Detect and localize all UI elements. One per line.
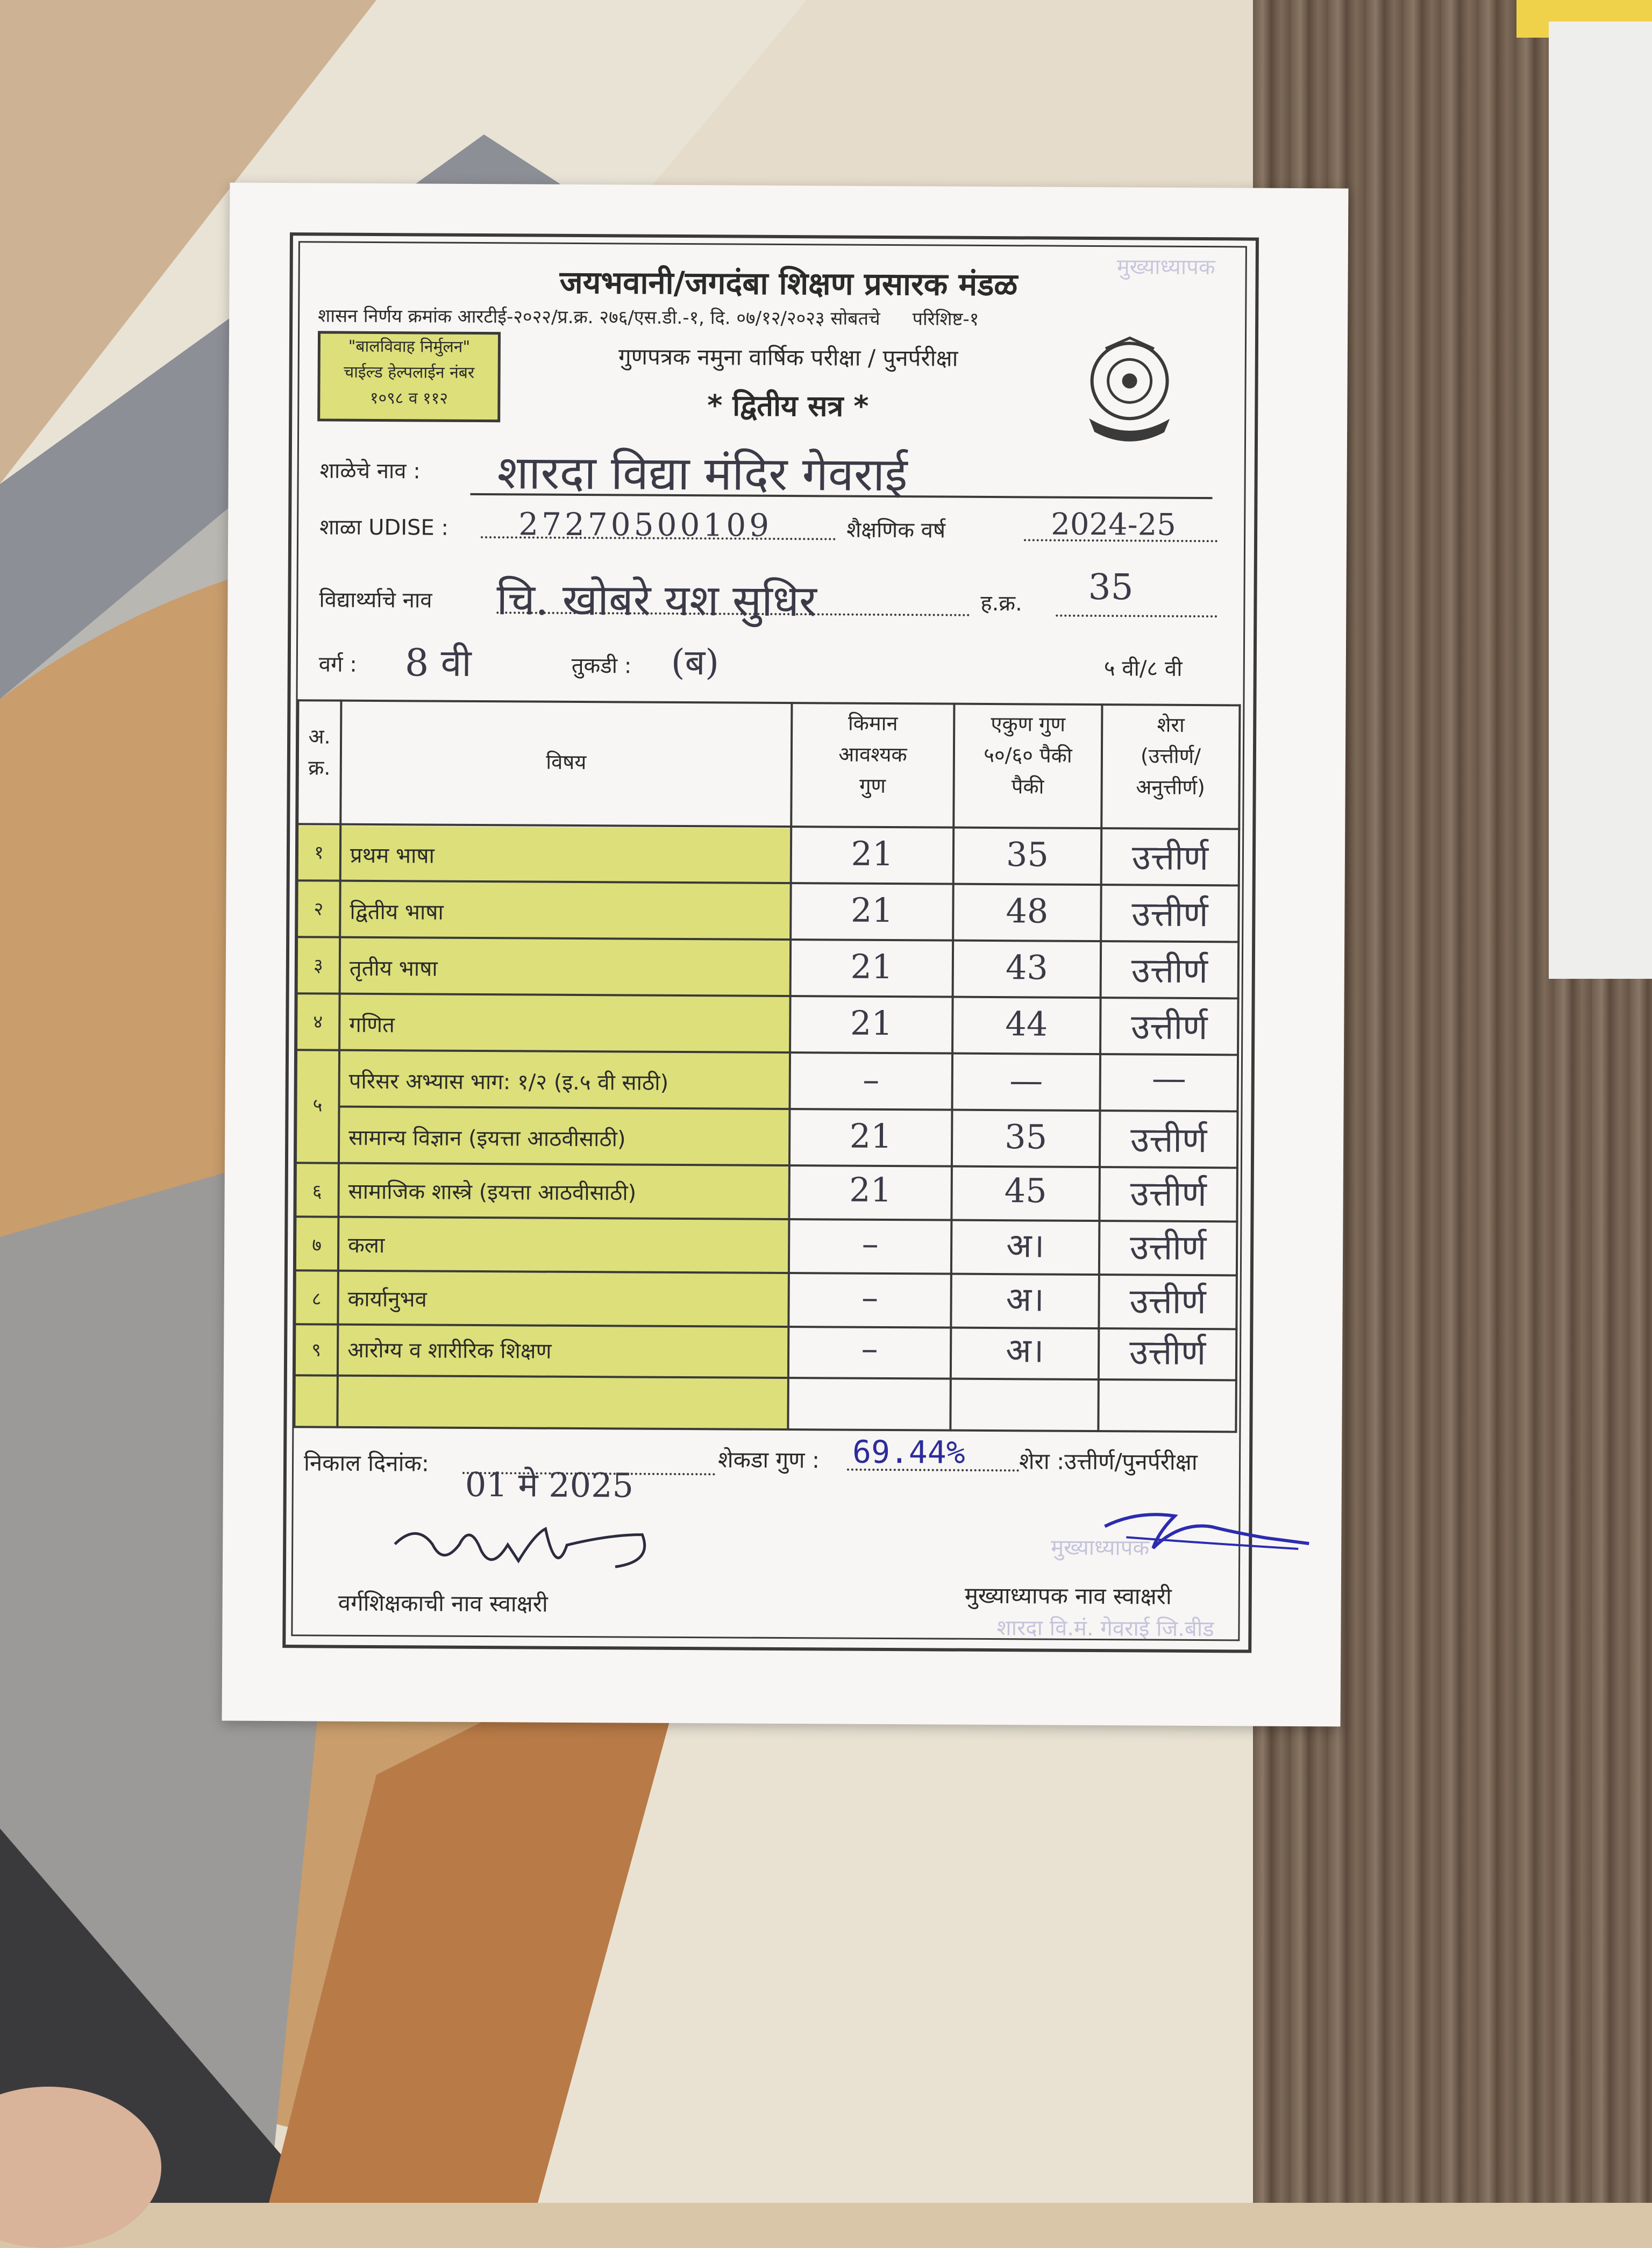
gr-reference: शासन निर्णय क्रमांक आरटीई-२०२२/प्र.क्र. २७६/एस.डी.-१, दि. ०७/१२/२०२३ सोबतचे bbox=[318, 305, 880, 330]
teacher-signature-icon bbox=[384, 1512, 664, 1599]
school-name-value: शारदा विद्या मंदिर गेवराई bbox=[497, 446, 908, 502]
row-total-marks: 44 bbox=[1005, 1004, 1048, 1044]
header-sno-line: क्र. bbox=[308, 756, 331, 780]
school-logo-icon bbox=[1067, 327, 1192, 451]
helpline-line3: १०९८ व ११२ bbox=[369, 388, 448, 408]
row-remark: उत्तीर्ण bbox=[1131, 951, 1208, 992]
row-subject: सामाजिक शास्त्रे (इयत्ता आठवीसाठी) bbox=[348, 1179, 637, 1206]
org-title: जयभवानी/जगदंबा शिक्षण प्रसारक मंडळ bbox=[559, 264, 1018, 303]
row-subject: सामान्य विज्ञान (इयत्ता आठवीसाठी) bbox=[348, 1125, 626, 1152]
division-label: तुकडी : bbox=[571, 653, 632, 679]
header-remark bbox=[1102, 709, 1238, 803]
result-remark-label: शेरा :उत्तीर्ण/पुनर्परीक्षा bbox=[1019, 1448, 1198, 1476]
percentage-value: 69.44% bbox=[852, 1433, 965, 1471]
row-total-marks: अ। bbox=[1006, 1331, 1044, 1370]
header-total-marks bbox=[955, 708, 1101, 802]
udise-label: शाळा UDISE : bbox=[319, 515, 449, 540]
row-remark: — bbox=[1151, 1058, 1186, 1099]
header-min-line: किमान bbox=[848, 711, 898, 736]
header-sno bbox=[299, 721, 340, 783]
row-sno: ५ bbox=[312, 1094, 323, 1116]
result-date-label: निकाल दिनांक: bbox=[303, 1449, 430, 1477]
row-min-marks: 21 bbox=[850, 947, 893, 987]
level-note: ५ वी/८ वी bbox=[1103, 656, 1183, 681]
hm-stamp-text: मुख्याध्यापक bbox=[1051, 1535, 1150, 1561]
row-min-marks: – bbox=[861, 1277, 879, 1317]
row-subject: कार्यानुभव bbox=[347, 1286, 427, 1312]
header-total-line: ५०/६० पैकी bbox=[984, 743, 1072, 767]
row-subject: गणित bbox=[349, 1012, 395, 1038]
row-remark: उत्तीर्ण bbox=[1129, 1228, 1207, 1269]
row-min-marks: 21 bbox=[851, 834, 894, 874]
header-remark-line: (उत्तीर्ण/ bbox=[1140, 744, 1201, 769]
header-total-line: एकुण गुण bbox=[991, 712, 1066, 736]
header-min-line: गुण bbox=[859, 773, 886, 798]
header-min-line: आवश्यक bbox=[838, 742, 907, 767]
roll-number-value: 35 bbox=[1088, 566, 1134, 608]
academic-year-value: 2024-25 bbox=[1051, 507, 1177, 543]
row-remark: उत्तीर्ण bbox=[1129, 1282, 1206, 1322]
helpline-line1: "बालविवाह निर्मुलन" bbox=[348, 337, 471, 357]
appendix-label: परिशिष्ट-१ bbox=[912, 308, 979, 330]
row-min-marks: – bbox=[861, 1223, 879, 1263]
row-min-marks: – bbox=[861, 1328, 878, 1368]
row-total-marks: 35 bbox=[1005, 1117, 1048, 1157]
row-sno: २ bbox=[314, 898, 324, 920]
student-name-value: चि. खोबरे यश सुधिर bbox=[496, 574, 817, 627]
row-remark: उत्तीर्ण bbox=[1130, 1120, 1207, 1161]
helpline-line2: चाईल्ड हेल्पलाईन नंबर bbox=[344, 362, 475, 382]
faded-stamp-top: मुख्याध्यापक bbox=[1116, 254, 1215, 280]
student-name-label: विद्यार्थ्याचे नाव bbox=[319, 587, 432, 613]
row-subject: तृतीय भाषा bbox=[349, 956, 438, 981]
roll-number-label: ह.क्र. bbox=[980, 591, 1022, 616]
header-sno-line: अ. bbox=[308, 724, 331, 749]
row-remark: उत्तीर्ण bbox=[1130, 1174, 1207, 1215]
row-remark: उत्तीर्ण bbox=[1131, 894, 1208, 935]
school-name-label: शाळेचे नाव : bbox=[319, 458, 421, 484]
udise-value: 27270500109 bbox=[518, 506, 773, 544]
header-remark-line: अनुत्तीर्ण) bbox=[1136, 775, 1206, 800]
header-subject: विषय bbox=[546, 750, 587, 774]
row-subject: प्रथम भाषा bbox=[350, 843, 435, 869]
row-sno: ९ bbox=[311, 1339, 322, 1361]
row-sno: ६ bbox=[312, 1180, 322, 1203]
row-total-marks: अ। bbox=[1006, 1279, 1044, 1319]
sheet-subtitle: गुणपत्रक नमुना वार्षिक परीक्षा / पुनर्परीक्षा bbox=[618, 343, 958, 372]
row-subject: आरोग्य व शारीरिक शिक्षण bbox=[347, 1338, 552, 1364]
class-value: 8 वी bbox=[404, 641, 472, 685]
marks-table bbox=[293, 699, 1241, 1433]
row-subject: कला bbox=[348, 1233, 385, 1258]
row-min-marks: 21 bbox=[849, 1116, 892, 1156]
result-date-value: 01 मे 2025 bbox=[465, 1464, 634, 1505]
row-total-marks: 45 bbox=[1004, 1171, 1047, 1211]
row-total-marks: — bbox=[1009, 1061, 1043, 1100]
row-total-marks: 48 bbox=[1006, 891, 1049, 931]
semester-title: * द्वितीय सत्र * bbox=[707, 388, 869, 423]
division-value: (ब) bbox=[671, 641, 720, 684]
header-total-line: पैकी bbox=[1011, 774, 1044, 799]
gr-reference-line bbox=[318, 302, 979, 330]
row-sno: ७ bbox=[312, 1234, 322, 1256]
row-min-marks: 21 bbox=[850, 1003, 893, 1043]
headmaster-signature-icon bbox=[1094, 1489, 1320, 1565]
row-remark: उत्तीर्ण bbox=[1131, 838, 1209, 879]
header-min-marks bbox=[792, 707, 953, 802]
row-sno: ४ bbox=[313, 1011, 323, 1033]
row-subject: द्वितीय भाषा bbox=[350, 899, 444, 925]
row-total-marks: 35 bbox=[1006, 835, 1049, 874]
row-remark: उत्तीर्ण bbox=[1129, 1333, 1206, 1374]
row-total-marks: अ। bbox=[1006, 1226, 1045, 1265]
row-sno: ८ bbox=[311, 1288, 322, 1310]
header-remark-line: शेरा bbox=[1157, 713, 1185, 737]
row-subject: परिसर अभ्यास भाग: १/२ (इ.५ वी साठी) bbox=[348, 1069, 669, 1095]
report-card bbox=[222, 183, 1349, 1727]
headmaster-signature-label: मुख्याध्यापक नाव स्वाक्षरी bbox=[964, 1582, 1172, 1610]
hm-stamp-text2: शारदा वि.मं. गेवराई जि.बीड bbox=[996, 1616, 1214, 1642]
row-sno: ३ bbox=[313, 955, 323, 977]
row-remark: उत्तीर्ण bbox=[1131, 1007, 1208, 1048]
row-sno: १ bbox=[314, 842, 324, 864]
row-min-marks: – bbox=[863, 1059, 880, 1099]
row-total-marks: 43 bbox=[1005, 948, 1049, 987]
academic-year-label: शैक्षणिक वर्ष bbox=[846, 517, 946, 543]
row-min-marks: 21 bbox=[849, 1170, 892, 1210]
class-label: वर्ग : bbox=[318, 652, 357, 677]
row-min-marks: 21 bbox=[850, 890, 894, 930]
white-paper-edge bbox=[1549, 22, 1652, 979]
teacher-signature-label: वर्गशिक्षकाची नाव स्वाक्षरी bbox=[338, 1589, 549, 1617]
percentage-label: शेकडा गुण : bbox=[717, 1446, 820, 1474]
